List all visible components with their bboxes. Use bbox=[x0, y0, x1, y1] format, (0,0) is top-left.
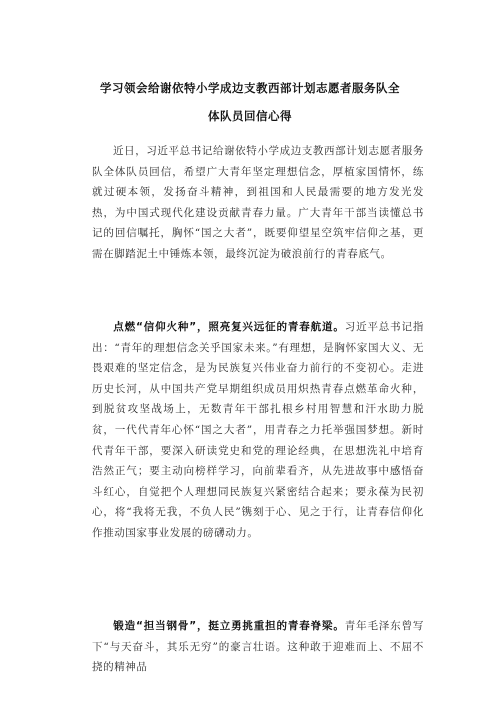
paragraph-2 bbox=[92, 317, 424, 544]
paragraph-3-lead: 锻造“担当钢骨”，挺立勇挑重担的青春脊梁。 bbox=[113, 620, 345, 632]
paragraph-1 bbox=[92, 141, 424, 265]
title-line-1: 学习领会给谢依特小学成边支教西部计划志愿者服务队全 bbox=[100, 81, 400, 95]
paragraph-2-lead: 点燃“信仰火种”，照亮复兴远征的青春航道。 bbox=[113, 321, 345, 333]
paragraph-2-text: 习近平总书记指出：“青年的理想信念关乎国家未来。”有理想，是胸怀家国大义、无畏艰难的坚定信念，是为民族复兴伟业奋力前行的不变初心。走进历史长河，从中国共产党早期组织成员用炽热青春点燃革命火种，到脱贫攻坚战场上，无数青年干部扎根乡村用智慧和汗水助力脱贫，一代代青年心怀“国之大者”，用青春之力托举强国梦想。新时代青年干部，要深入研读党史和党的理论经典，在思想洗礼中培育浩然正气；要主动向榜样学习，向前辈看齐，从先进故事中感悟奋斗红心，自觉把个人理想同民族复兴紧密结合起来；要永葆为民初心，将“我将无我，不负人民”镌刻于心、见之于行，让青春信仰化作推动国家事业发展的磅礴动力。 bbox=[92, 321, 425, 539]
paragraph-1-text: 近日，习近平总书记给谢依特小学成边支教西部计划志愿者服务队全体队员回信，希望广大青年坚定理想信念，厚植家国情怀，练就过硬本领，发扬奋斗精神，到祖国和人民最需要的地方发光发热，为中国式现代化建设贡献青春力量。广大青年干部当读懂总书记的回信嘱托，胸怀“国之大者”，既要仰望星空筑牢信仰之基，更需在脚踏泥土中锤炼本领，最终沉淀为破浪前行的青春底气。 bbox=[92, 145, 424, 260]
paragraph-3 bbox=[92, 616, 424, 678]
title-line-2: 体队员回信心得 bbox=[208, 109, 292, 123]
paragraph-3-text: 青年毛泽东曾写下“与天奋斗，其乐无穷”的豪言壮语。这种敢于迎难而上、不屈不挠的精神品 bbox=[92, 620, 425, 674]
